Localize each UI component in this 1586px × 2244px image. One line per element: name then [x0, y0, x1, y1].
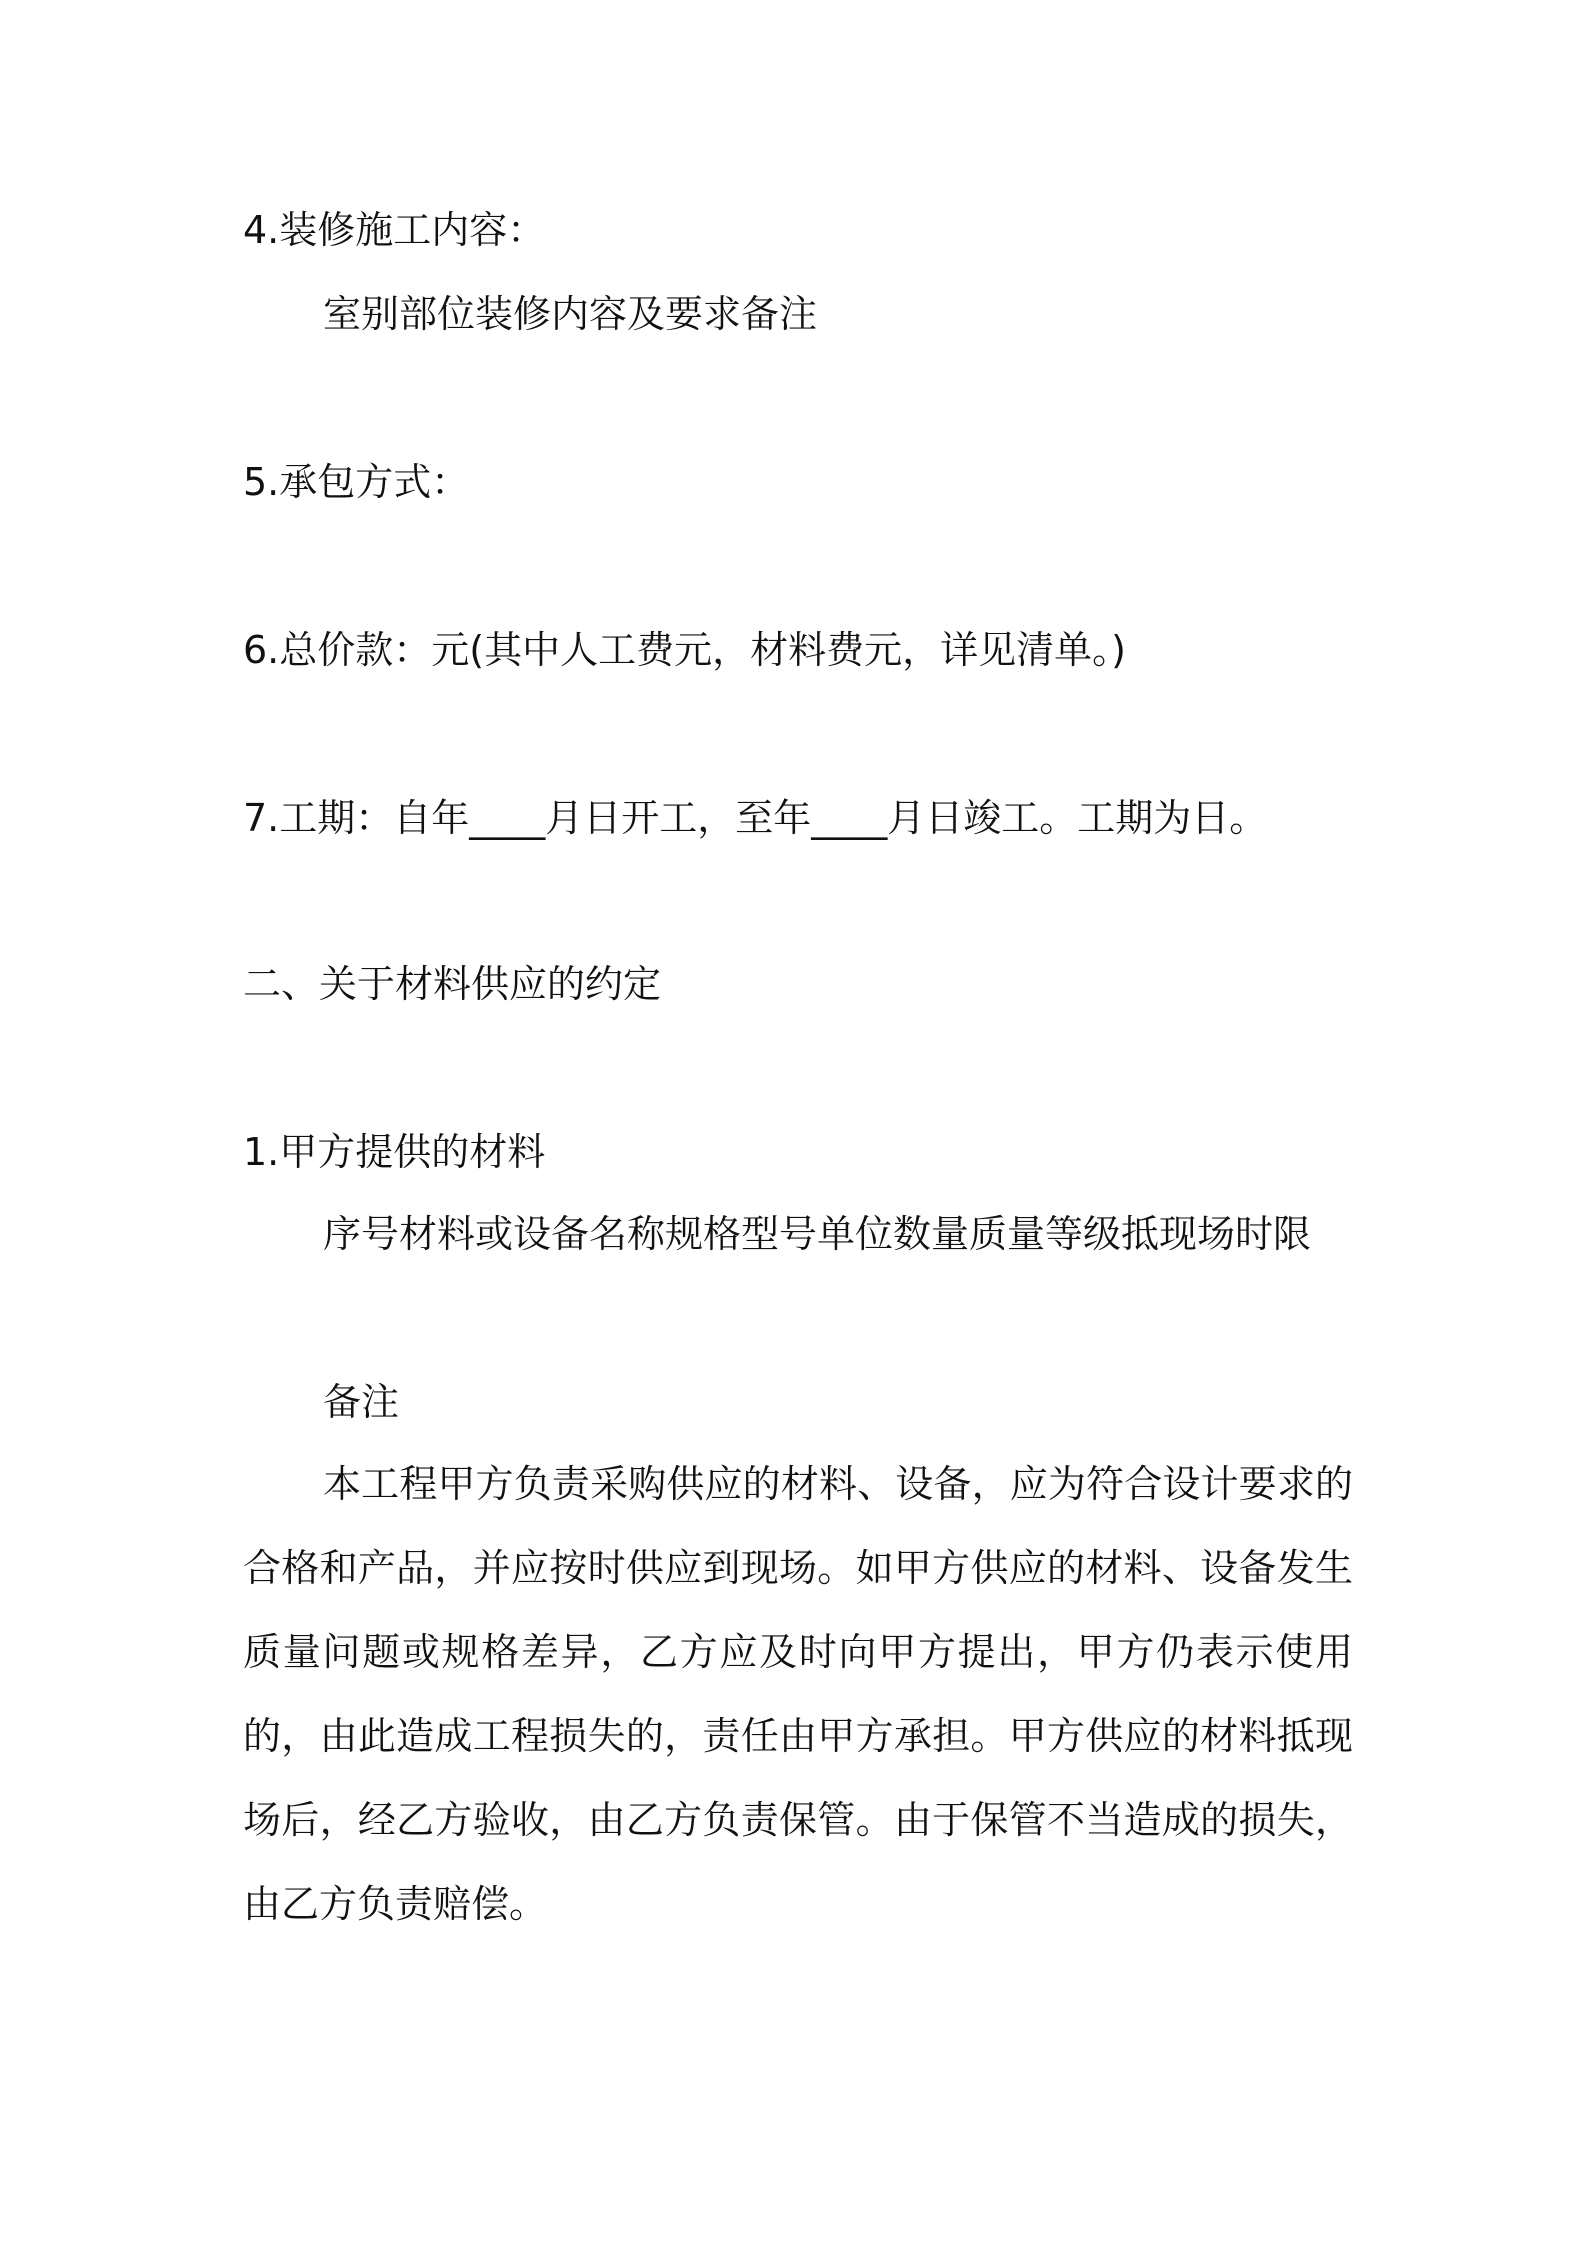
section2-heading: 二、关于材料供应的约定 [243, 962, 662, 1006]
item4-heading: 4.装修施工内容： [243, 208, 546, 252]
item4-table-header: 室别部位装修内容及要求备注 [323, 292, 818, 336]
sub1-table-header: 序号材料或设备名称规格型号单位数量质量等级抵现场时限 [323, 1212, 1312, 1256]
item7-heading: 7.工期：自年____月日开工，至年____月日竣工。工期为日。 [243, 796, 1268, 840]
item5-heading: 5.承包方式： [243, 460, 470, 504]
item6-heading: 6.总价款：元(其中人工费元，材料费元，详见清单。) [243, 628, 1126, 672]
sub1-paragraph: 本工程甲方负责采购供应的材料、设备，应为符合设计要求的合格和产品，并应按时供应到现场。如甲方供应的材料、设备发生质量问题或规格差异，乙方应及时向甲方提出，甲方仍表示使用的，由此造成工程损失的，责任由甲方承担。甲方供应的材料抵现场后，经乙方验收，由乙方负责保管。由于保管不当造成的损失，由乙方负责赔偿。 [243, 1462, 1353, 1926]
sub1-heading: 1.甲方提供的材料 [243, 1130, 546, 1174]
sub1-table-remark: 备注 [323, 1380, 400, 1424]
